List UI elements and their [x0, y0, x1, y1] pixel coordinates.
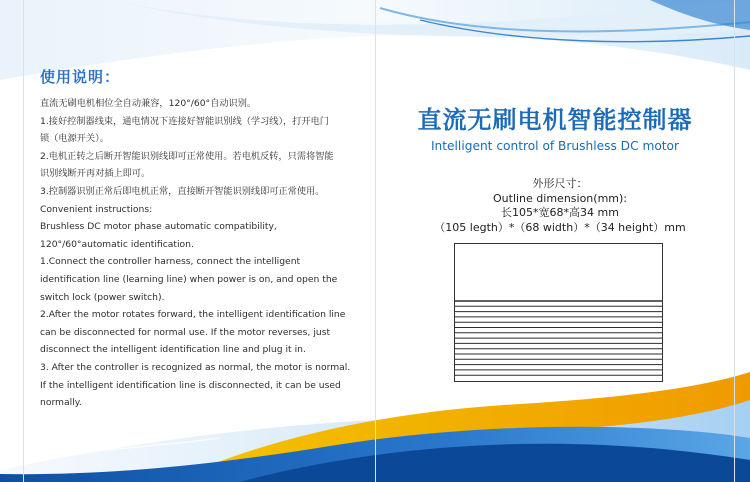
- usage-line: 直流无刷电机相位全自动兼容，120°/60°自动识别。: [40, 98, 257, 109]
- usage-line: 1.Connect the controller harness, connect the intelligent: [40, 256, 301, 268]
- usage-heading: 使用说明：: [40, 68, 121, 86]
- product-title-cn: 直流无刷电机智能控制器: [417, 106, 693, 134]
- controller-outline-drawing: [454, 243, 663, 382]
- product-title-en: Intelligent control of Brushless DC motor: [430, 139, 680, 153]
- dimension-size-cn: 长105*宽68*高34 mm: [501, 206, 619, 219]
- usage-line: 1.接好控制器线束，通电情况下连接好智能识别线（学习线），打开电门: [40, 115, 329, 127]
- usage-instructions: [40, 95, 355, 412]
- dimension-label-cn: 外形尺寸：: [532, 177, 588, 190]
- usage-line: 120°/60°automatic identification.: [40, 238, 194, 250]
- usage-line: identification line (learning line) when power is on, and open the: [40, 273, 338, 285]
- usage-line: 3. After the controller is recognized as normal, the motor is normal.: [40, 361, 351, 373]
- usage-line: 2.电机正转之后断开智能识别线即可正常使用。若电机反转，只需将智能: [40, 150, 334, 162]
- usage-line: normally.: [40, 397, 82, 409]
- usage-line: 锁（电源开关）。: [40, 133, 109, 145]
- usage-line: Convenient instructions:: [40, 203, 153, 215]
- dimension-label-en: Outline dimension(mm):: [493, 191, 627, 205]
- usage-line: can be disconnected for normal use. If the motor reverses, just: [40, 326, 331, 338]
- fold-line-left: [23, 0, 24, 482]
- usage-line: 3.控制器识别正常后即电机正常，直接断开智能识别线即可正常使用。: [40, 185, 325, 197]
- usage-line: switch lock (power switch).: [40, 291, 165, 303]
- fold-line-middle: [375, 0, 376, 482]
- usage-line: 2.After the motor rotates forward, the intelligent identification line: [40, 309, 346, 321]
- usage-line: 识别线断开再对插上即可。: [40, 168, 151, 180]
- usage-line: Brushless DC motor phase automatic compatibility,: [40, 221, 277, 233]
- fold-line-right: [734, 0, 735, 482]
- usage-line: If the intelligent identification line is disconnected, it can be used: [40, 379, 341, 391]
- heatsink-fins-drawing: [455, 244, 662, 381]
- outline-dimensions: [400, 177, 720, 235]
- dimension-size-en: （105 legth）*（68 width）*（34 height）mm: [434, 220, 686, 234]
- usage-line: disconnect the intelligent identification line and plug it in.: [40, 344, 306, 356]
